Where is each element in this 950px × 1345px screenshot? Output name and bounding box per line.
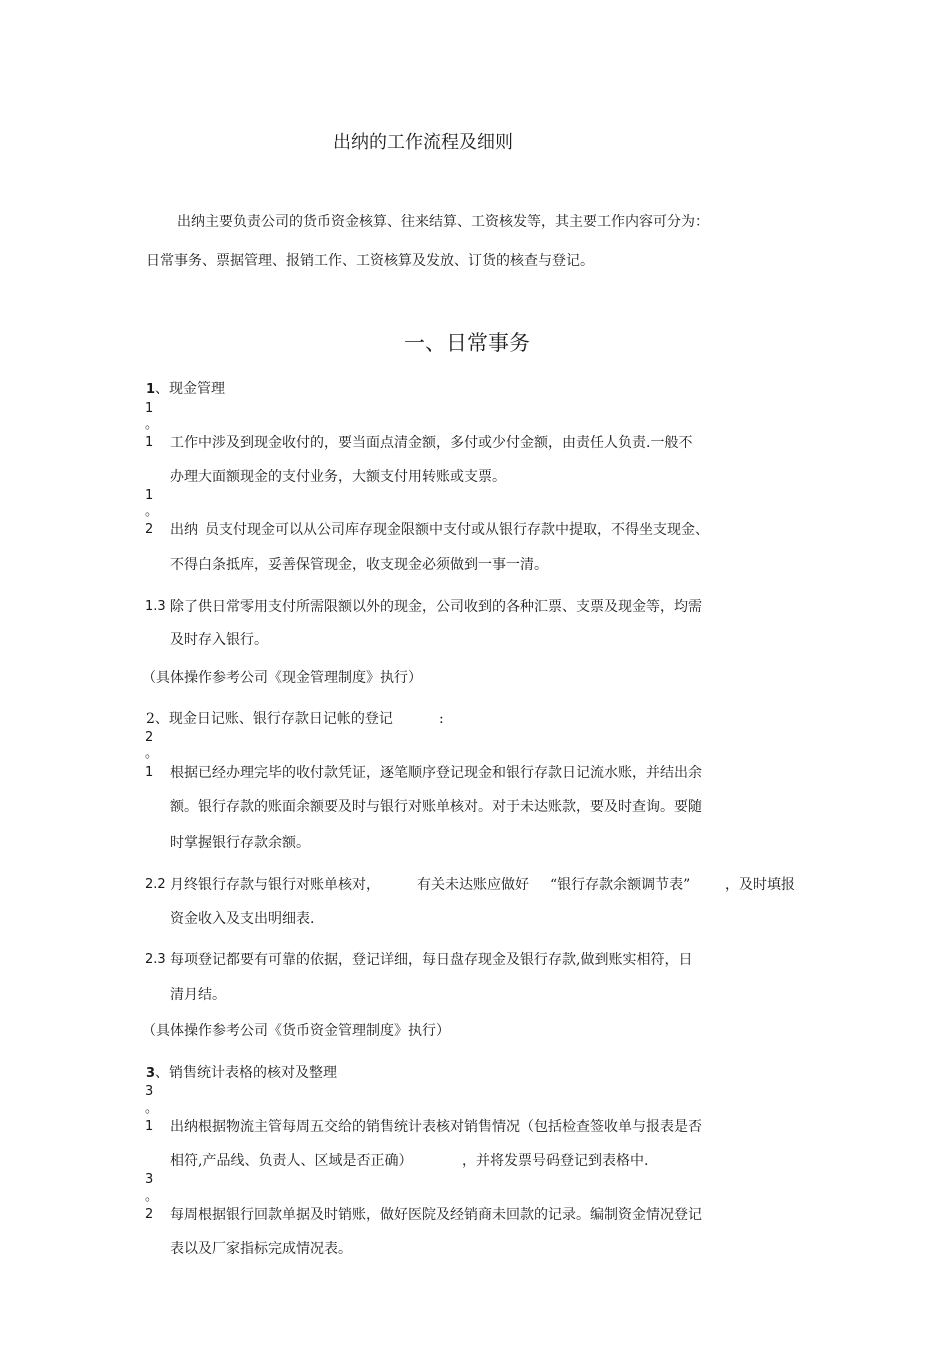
reference-note-2: （具体操作参考公司《货币资金管理制度》执行） — [142, 1023, 450, 1039]
subsection-number: 1 — [146, 382, 156, 397]
item-number-dot: 。 — [145, 504, 159, 519]
item-1-1-line-2: 办理大面额现金的支付业务，大额支付用转账或支票。 — [170, 469, 506, 485]
item-2-3-line-2: 清月结。 — [170, 987, 226, 1003]
subsection-3-heading — [146, 1064, 337, 1083]
item-1-1-line-1: 工作中涉及到现金收付的，要当面点清金额，多付或少付金额，由责任人负责.一般不 — [170, 435, 693, 451]
subsection-1-heading — [146, 380, 225, 399]
subsection-2-heading: 2、现金日记账、银行存款日记帐的登记 — [146, 711, 393, 727]
text-fragment: 出纳 — [170, 522, 198, 538]
item-2-2-line-1c: “银行存款余额调节表” — [550, 877, 691, 893]
item-number: 2.3 — [145, 952, 166, 967]
item-number-part: 1 — [145, 1119, 154, 1134]
item-number-part: 1 — [145, 401, 154, 416]
item-1-3-line-1: 除了供日常零用支付所需限额以外的现金，公司收到的各种汇票、支票及现金等，均需 — [170, 599, 702, 615]
item-2-2-line-1a: 月终银行存款与银行对账单核对， — [170, 877, 380, 893]
item-1-2-line-1 — [170, 521, 709, 539]
item-number-dot: 。 — [145, 417, 159, 432]
item-number: 2.2 — [145, 877, 166, 892]
item-2-2-line-2: 资金收入及支出明细表. — [170, 911, 315, 927]
subsection-number: 3 — [146, 1066, 156, 1081]
item-number-part: 3 — [145, 1084, 154, 1099]
item-number-part: 1 — [145, 488, 154, 503]
intro-line-1: 出纳主要负责公司的货币资金核算、往来结算、工资核发等，其主要工作内容可分为： — [177, 214, 709, 230]
item-2-3-line-1: 每项登记都要有可靠的依据，登记详细，每日盘存现金及银行存款,做到账实相符，日 — [170, 952, 693, 968]
item-number-dot: 。 — [145, 1189, 159, 1204]
page-title: 出纳的工作流程及细则 — [333, 132, 513, 153]
item-3-1-line-1: 出纳根据物流主管每周五交给的销售统计表核对销售情况（包括检查签收单与报表是否 — [170, 1119, 702, 1135]
item-number: 1.3 — [145, 599, 166, 614]
item-3-2-line-1: 每周根据银行回款单据及时销账，做好医院及经销商未回款的记录。编制资金情况登记 — [170, 1207, 702, 1223]
reference-note-1: （具体操作参考公司《现金管理制度》执行） — [142, 670, 422, 686]
item-number-part: 2 — [145, 1207, 154, 1222]
heading-colon: : — [439, 711, 444, 727]
item-number-part: 1 — [145, 435, 154, 450]
item-3-1-line-2b: ，并将发票号码登记到表格中. — [462, 1153, 649, 1169]
item-number-part: 3 — [145, 1172, 154, 1187]
section-heading: 一、日常事务 — [404, 331, 530, 355]
item-2-1-line-2: 额。银行存款的账面余额要及时与银行对账单核对。对于未达账款，要及时查询。要随 — [170, 799, 702, 815]
item-2-2-line-1d: ，及时填报 — [725, 877, 795, 893]
item-3-1-line-2a: 相符,产品线、负责人、区域是否正确） — [170, 1153, 413, 1169]
item-1-3-line-2: 及时存入银行。 — [170, 632, 268, 648]
item-number-part: 2 — [145, 522, 154, 537]
item-number-part: 2 — [145, 730, 154, 745]
item-number-dot: 。 — [145, 746, 159, 761]
item-1-2-line-2: 不得白条抵库，妥善保管现金，收支现金必须做到一事一清。 — [170, 557, 548, 573]
item-2-2-line-1b: 有关未达账应做好 — [417, 877, 529, 893]
text-fragment: 员支付现金可以从公司库存现金限额中支付或从银行存款中提取，不得坐支现金、 — [205, 522, 709, 538]
item-number-part: 1 — [145, 765, 154, 780]
item-2-1-line-3: 时掌握银行存款余额。 — [170, 835, 310, 851]
item-number-dot: 。 — [145, 1101, 159, 1116]
subsection-title: 、销售统计表格的核对及整理 — [155, 1065, 338, 1081]
item-2-1-line-1: 根据已经办理完毕的收付款凭证，逐笔顺序登记现金和银行存款日记流水账，并结出余 — [170, 765, 702, 781]
subsection-title: 、现金管理 — [155, 381, 226, 397]
item-3-2-line-2: 表以及厂家指标完成情况表。 — [170, 1241, 352, 1257]
intro-line-2: 日常事务、票据管理、报销工作、工资核算及发放、订货的核查与登记。 — [146, 253, 594, 269]
